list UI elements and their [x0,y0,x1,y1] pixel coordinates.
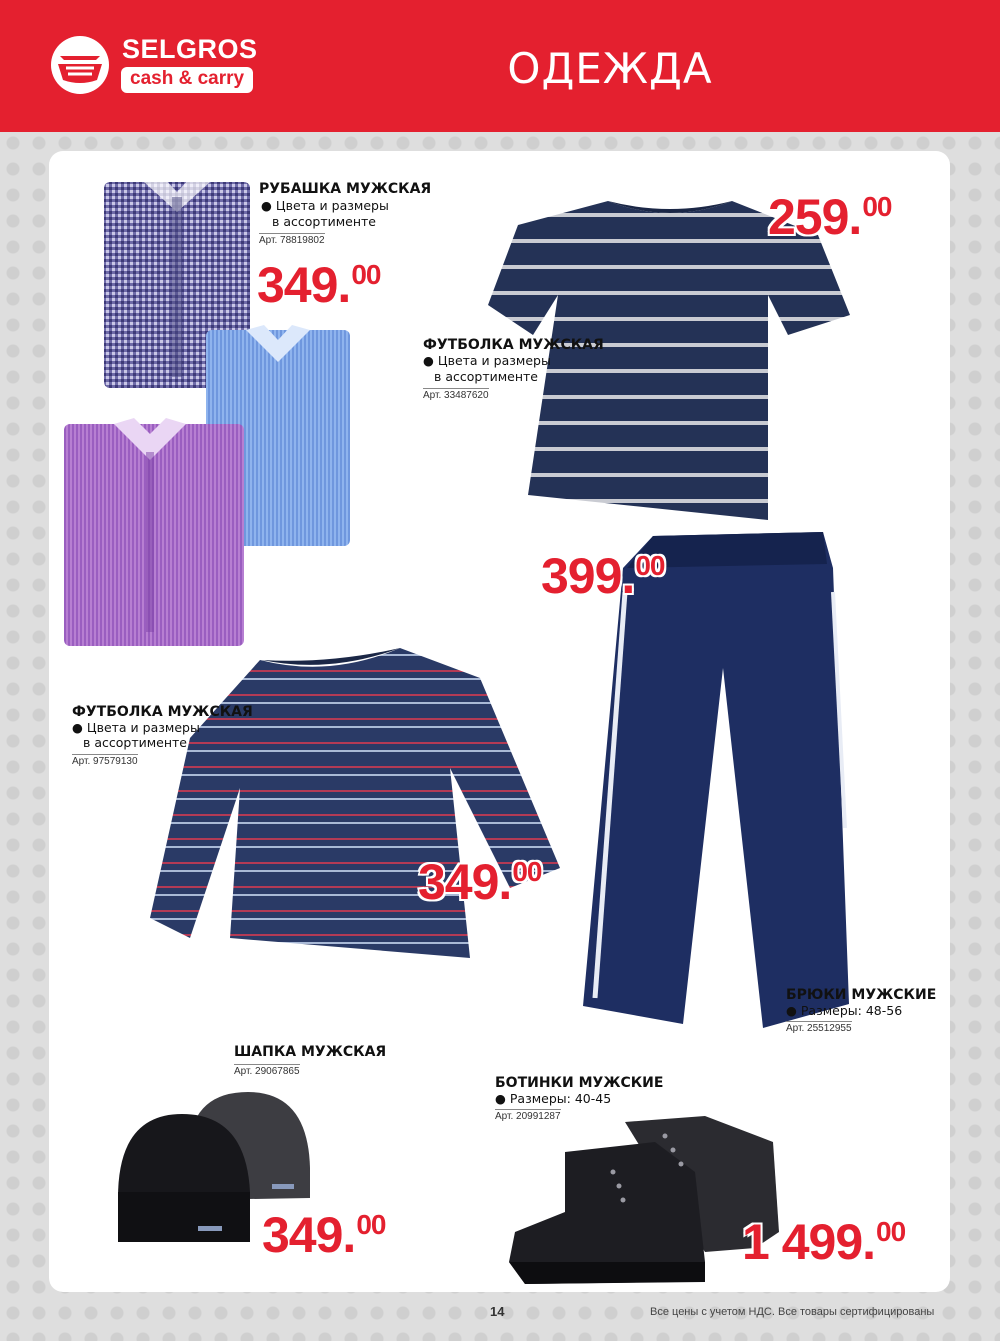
product-price-longsleeve [418,853,541,911]
product-feature-tshirt: ● Цвета и размеры [423,353,551,368]
price-integer: 349. [257,257,351,313]
product-sku-pants: Арт. 25512955 [786,1023,852,1034]
product-sku-boots: Арт. 20991287 [495,1111,561,1122]
product-name-tshirt: ФУТБОЛКА МУЖСКАЯ [423,337,604,353]
product-price-hat [262,1206,385,1264]
product-feature-tshirt: в ассортименте [434,369,538,384]
product-price-shirt [257,256,380,314]
striped-longsleeve-icon [150,638,570,960]
product-name-boots: БОТИНКИ МУЖСКИЕ [495,1075,664,1091]
product-sku-longsleeve: Арт. 97579130 [72,756,138,767]
product-feature-boots: ● Размеры: 40-45 [495,1091,612,1106]
product-name-shirt: РУБАШКА МУЖСКАЯ [259,181,432,197]
product-price-tshirt [768,188,891,246]
product-feature-pants: ● Размеры: 48-56 [786,1003,903,1018]
product-name-pants: БРЮКИ МУЖСКИЕ [786,987,937,1003]
price-cents: 00 [351,259,381,290]
price-integer: 399. [541,548,635,604]
product-feature-shirt: в ассортименте [272,214,376,229]
page-title: ОДЕЖДА [507,44,713,93]
product-feature-shirt: ● Цвета и размеры [261,198,389,213]
price-cents: 00 [512,856,542,887]
price-integer: 259. [768,189,862,245]
product-sku-hat: Арт. 29067865 [234,1066,300,1077]
price-cents: 00 [356,1209,386,1240]
product-price-boots [742,1213,905,1271]
product-feature-longsleeve: в ассортименте [83,735,187,750]
product-sku-shirt: Арт. 78819802 [259,235,325,246]
footer-note: Все цены с учетом НДС. Все товары сертифицированы [650,1306,935,1318]
price-integer: 349. [418,854,512,910]
price-cents: 00 [635,550,665,581]
product-price-pants [541,547,664,605]
page-number: 14 [490,1304,505,1319]
price-cents: 00 [862,191,892,222]
product-name-longsleeve: ФУТБОЛКА МУЖСКАЯ [72,704,253,720]
brand-name: SELGROS [122,34,258,64]
brand-tagline: cash & carry [121,67,253,93]
price-cents: 00 [876,1216,906,1247]
product-feature-longsleeve: ● Цвета и размеры [72,720,200,735]
product-sku-tshirt: Арт. 33487620 [423,390,489,401]
price-integer: 349. [262,1207,356,1263]
price-integer: 1 499. [742,1214,876,1270]
product-name-hat: ШАПКА МУЖСКАЯ [234,1044,387,1060]
page-header [0,0,1000,132]
